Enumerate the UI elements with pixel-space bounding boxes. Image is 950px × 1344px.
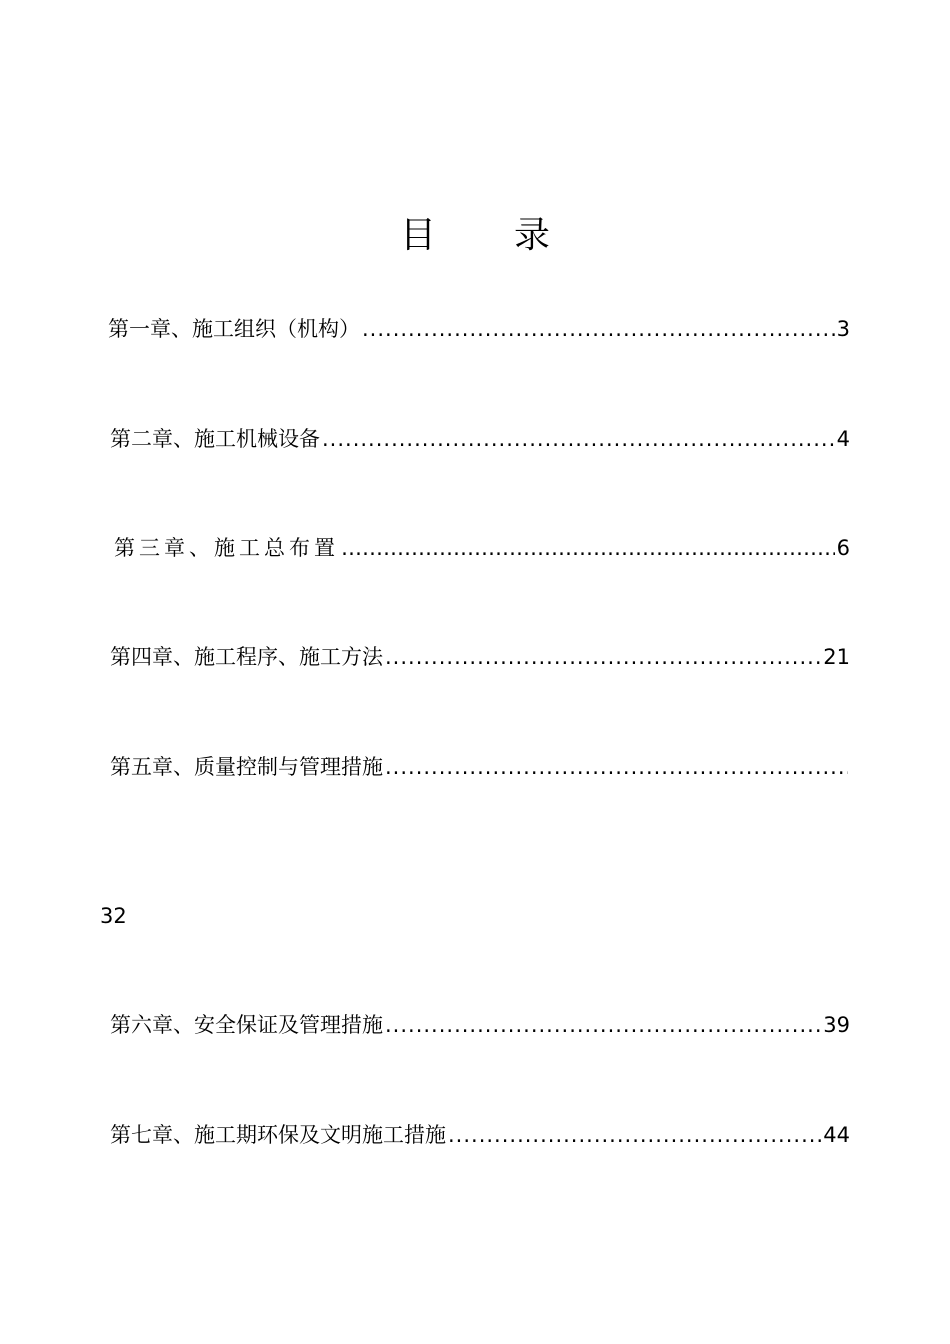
toc-dot-leader — [385, 751, 848, 783]
toc-entry-label: 第四章、施工程序、施工方法 — [110, 645, 383, 669]
toc-dot-leader — [322, 423, 835, 455]
toc-entry-chapter-3[interactable] — [114, 532, 850, 564]
toc-dot-leader — [448, 1119, 821, 1151]
toc-dot-leader — [385, 1009, 821, 1041]
toc-page-number: 4 — [836, 427, 850, 451]
toc-entry-chapter-2[interactable] — [110, 423, 850, 455]
toc-dot-leader — [341, 532, 835, 564]
toc-entry-label: 第七章、施工期环保及文明施工措施 — [110, 1123, 446, 1147]
toc-dot-leader — [385, 641, 821, 673]
toc-page-number: 21 — [823, 645, 850, 669]
toc-entry-label: 第六章、安全保证及管理措施 — [110, 1013, 383, 1037]
toc-page-number: 6 — [836, 536, 850, 560]
toc-entry-chapter-6[interactable] — [110, 1009, 850, 1041]
toc-page-number: 44 — [823, 1123, 850, 1147]
toc-dot-leader — [362, 313, 835, 345]
toc-entry-chapter-4[interactable] — [110, 641, 850, 673]
toc-page-number: 3 — [836, 317, 850, 341]
toc-title — [0, 212, 950, 260]
toc-entry-label: 第一章、施工组织（机构） — [108, 317, 360, 341]
toc-entry-chapter-1[interactable] — [108, 313, 850, 345]
toc-entry-label: 第二章、施工机械设备 — [110, 427, 320, 451]
toc-title-char-2: 录 — [514, 215, 551, 256]
toc-entry-label: 第五章、质量控制与管理措施 — [110, 755, 383, 779]
toc-entry-chapter-7[interactable] — [110, 1119, 850, 1151]
toc-entry-chapter-5[interactable] — [110, 751, 850, 783]
toc-entry-label: 第三章、施工总布置 — [114, 536, 339, 560]
toc-page-number: 39 — [823, 1013, 850, 1037]
toc-title-char-1: 目 — [399, 215, 436, 256]
toc-page-number-wrapped: 32 — [100, 904, 127, 928]
